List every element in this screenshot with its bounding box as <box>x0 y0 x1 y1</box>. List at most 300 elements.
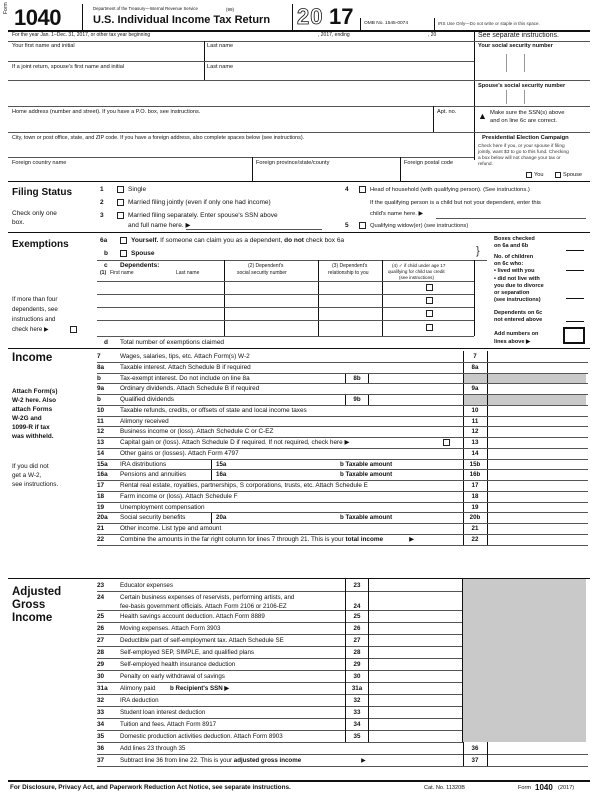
agi-mid-line-num: 34 <box>353 720 361 728</box>
tax-year-20: , 20 <box>428 32 437 38</box>
agi-line-37-bold: adjusted gross income <box>233 756 302 764</box>
income-row-rule <box>97 459 588 460</box>
filing-qualifying-widow: Qualifying widow(er) (see instructions) <box>370 223 469 229</box>
income-amount-field[interactable] <box>487 470 584 480</box>
income-sub-box[interactable] <box>211 460 309 470</box>
line-6c-num: c <box>104 262 108 269</box>
income-line-num: 12 <box>97 428 105 436</box>
filing-num-3: 3 <box>100 212 104 219</box>
income-line-text <box>120 536 414 543</box>
exempt-right-2: No. of children <box>494 254 534 260</box>
qualifying-widow-checkbox[interactable] <box>359 222 366 229</box>
exempt-right-5b: not entered above <box>494 317 543 323</box>
filing-head-household-2: If the qualifying person is a child but not your dependent, enter this <box>370 200 541 206</box>
married-jointly-checkbox[interactable] <box>117 199 124 206</box>
dep-1-ctc-checkbox[interactable] <box>426 284 433 291</box>
income-amount-field[interactable] <box>487 363 584 373</box>
agi-amount-field[interactable] <box>369 670 463 682</box>
agi-amount-field[interactable] <box>369 610 463 622</box>
income-right-line-num: 11 <box>471 417 479 425</box>
filing-married-separately-2: and full name here. ▶ <box>128 222 191 229</box>
agi-amount-field[interactable] <box>369 718 463 730</box>
make-sure-1: Make sure the SSN(s) above <box>490 110 565 116</box>
income-line-num: 17 <box>97 482 105 489</box>
exempt-right-5: Dependents on 6c <box>494 310 543 316</box>
exemptions-side-1: If more than four <box>12 296 58 303</box>
agi-amount-field[interactable] <box>369 706 463 718</box>
filing-married-jointly: Married filing jointly (even if only one had income) <box>128 199 271 206</box>
spouse-checkbox[interactable] <box>120 250 127 257</box>
income-line-22-bold: total income <box>345 535 384 543</box>
income-amount-field[interactable] <box>487 513 584 523</box>
income-line-text: Rental real estate, royalties, partnerships, S corporations, trusts, etc. Attach Schedule E <box>120 482 368 489</box>
footer-form: Form <box>518 785 532 791</box>
agi-shaded-cell <box>463 694 586 706</box>
income-row-rule <box>97 491 588 492</box>
dep-col1-num: (1) <box>100 270 107 276</box>
agi-total-amount-field[interactable] <box>487 755 584 766</box>
agi-line-text: Add lines 23 through 35 <box>120 744 186 752</box>
income-row-rule <box>97 523 588 524</box>
income-right-line-num: 8a <box>471 363 479 371</box>
income-right-line-num: 9a <box>471 385 479 393</box>
dep-3-ctc-checkbox[interactable] <box>426 310 433 317</box>
income-amount-field[interactable] <box>487 449 584 459</box>
more-dependents-checkbox[interactable] <box>70 326 77 333</box>
income-line-text: Taxable refunds, credits, or offsets of state and local income taxes <box>120 406 307 414</box>
pec-text-2: jointly, want $3 to go to this fund. Checking <box>478 150 569 155</box>
ssn-field[interactable] <box>478 50 588 78</box>
agi-amount-field[interactable] <box>369 694 463 706</box>
agi-line-num: 37 <box>97 756 105 764</box>
agi-mid-num-cell <box>345 682 369 694</box>
foreign-province-label: Foreign province/state/county <box>256 160 330 166</box>
agi-line-text: Educator expenses <box>120 581 173 589</box>
head-household-checkbox[interactable] <box>359 186 366 193</box>
filing-head-household-3: child's name here. ▶ <box>370 211 423 217</box>
income-line-text: Farm income or (loss). Attach Schedule F <box>120 492 238 500</box>
agi-line-num: 36 <box>97 744 105 752</box>
agi-amount-field[interactable] <box>369 634 463 646</box>
income-title: Income <box>12 352 53 364</box>
irs-code: (99) <box>226 7 235 12</box>
agi-mid-num-cell <box>345 610 369 622</box>
line-6a-text: Yourself. If someone can claim you as a dependent, do not check box 6a <box>131 237 345 244</box>
income-line-num: 18 <box>97 492 105 500</box>
exempt-right-6b: lines above ▶ <box>494 339 531 345</box>
pec-spouse-checkbox[interactable] <box>555 172 561 178</box>
agi-mid-num-cell <box>345 706 369 718</box>
tax-year-ending: , 2017, ending <box>318 32 350 38</box>
dep-col4-header: (4) ✓ if child under age 17 <box>392 263 446 268</box>
dep-2-ctc-checkbox[interactable] <box>426 297 433 304</box>
agi-amount-field[interactable] <box>369 682 463 694</box>
income-sub-box-label: 20a <box>216 514 227 522</box>
foreign-postal-label: Foreign postal code <box>404 160 454 166</box>
income-mid-amount[interactable] <box>369 374 463 384</box>
agi-title-2: Gross <box>12 599 46 611</box>
income-side-7: If you did not <box>12 463 49 470</box>
income-line-22-arrow: ▶ <box>409 535 415 543</box>
agi-line-37-arrow: ▶ <box>361 756 366 764</box>
exempt-right-4c: or separation <box>494 290 530 296</box>
exempt-box-not-lived[interactable] <box>566 290 584 299</box>
agi-mid-line-num: 28 <box>353 648 361 656</box>
agi-line-num: 28 <box>97 648 105 656</box>
income-line-num: 7 <box>97 353 101 360</box>
exempt-box-lived[interactable] <box>566 262 584 271</box>
income-right-line-num: 15b <box>469 460 481 468</box>
income-line-num: 10 <box>97 406 105 414</box>
income-right-line-num: 13 <box>471 439 479 446</box>
pec-title: Presidential Election Campaign <box>482 135 569 141</box>
income-line-num: 11 <box>97 417 104 425</box>
spouse-first-label: If a joint return, spouse's first name and initial <box>12 64 125 70</box>
make-sure-2: and on line 6c are correct. <box>490 118 558 124</box>
agi-line-num: 32 <box>97 696 105 704</box>
income-amount-field[interactable] <box>487 503 584 513</box>
income-amount-field[interactable] <box>487 406 584 416</box>
agi-line-num: 25 <box>97 612 105 620</box>
agi-mid-num-cell <box>345 694 369 706</box>
last-name-label: Last name <box>207 43 234 49</box>
agi-line-text: Alimony paid <box>120 684 156 692</box>
dep-4-ctc-checkbox[interactable] <box>426 324 433 331</box>
exemptions-brace: } <box>476 245 480 257</box>
income-side-1: Attach Form(s) <box>12 388 58 395</box>
income-line-num: 15a <box>97 460 108 468</box>
income-line-num: 9a <box>97 385 105 393</box>
agi-shaded-cell <box>463 730 586 742</box>
agi-line-text: Tuition and fees. Attach Form 8917 <box>120 720 217 728</box>
income-line-text: Other gains or (losses). Attach Form 4797 <box>120 449 239 457</box>
income-row-rule <box>97 426 588 427</box>
income-right-line-num: 21 <box>471 525 479 532</box>
exempt-right-3: • lived with you <box>494 268 535 274</box>
income-line-text: Business income or (loss). Attach Schedule C or C-EZ <box>120 428 274 436</box>
income-right-line-num: 14 <box>471 449 479 457</box>
agi-line-37-text: Subtract line 36 from line 22. This is your <box>120 756 233 764</box>
income-line-text: Ordinary dividends. Attach Schedule B if required <box>120 385 260 393</box>
agi-mid-num-cell <box>345 670 369 682</box>
filing-single: Single <box>128 186 147 193</box>
income-side-6: was withheld. <box>12 433 54 440</box>
income-row-rule <box>97 383 588 384</box>
spouse-ssn-label: Spouse's social security number <box>478 83 566 89</box>
income-row-rule <box>97 502 588 503</box>
income-taxable-amount-label: b Taxable amount <box>340 460 393 468</box>
income-line-text: IRA distributions <box>120 460 167 468</box>
income-line-num: 22 <box>97 535 105 543</box>
warning-triangle-icon: ▲ <box>478 111 487 121</box>
agi-line-num: 31a <box>97 684 108 692</box>
married-separately-checkbox[interactable] <box>117 212 124 219</box>
line-6b-text: Spouse <box>131 250 155 257</box>
agi-mid-line-num: 33 <box>353 708 361 716</box>
exemptions-side-2: dependents, see <box>12 306 58 313</box>
exempt-right-1b: on 6a and 6b <box>494 243 529 249</box>
footer-notice: For Disclosure, Privacy Act, and Paperwork Reduction Act Notice, see separate instructions. <box>10 784 291 791</box>
income-amount-field[interactable] <box>487 427 584 437</box>
exempt-box-dependents[interactable] <box>566 313 584 322</box>
income-line-num: 14 <box>97 449 105 457</box>
income-line-num: b <box>97 374 101 382</box>
agi-line-num: 29 <box>97 660 105 668</box>
income-mid-amount[interactable] <box>369 395 463 405</box>
income-shaded-cell <box>463 395 586 406</box>
filing-num-1: 1 <box>100 186 104 193</box>
exemptions-title: Exemptions <box>12 239 69 250</box>
income-line-text: Qualified dividends <box>120 396 174 403</box>
income-amount-field[interactable] <box>487 481 584 491</box>
first-name-label: Your first name and initial <box>12 43 75 49</box>
pec-text-3: a box below will not change your tax or <box>478 156 561 161</box>
income-row-rule <box>97 437 588 438</box>
exempt-right-6: Add numbers on <box>494 331 539 337</box>
income-row-rule <box>97 394 588 395</box>
omb-number: OMB No. 1545-0074 <box>364 21 408 26</box>
filing-status-title: Filing Status <box>12 187 72 198</box>
income-amount-field[interactable] <box>487 438 584 448</box>
agi-shaded-cell <box>463 579 586 591</box>
year-bold: 17 <box>329 4 354 29</box>
single-checkbox[interactable] <box>117 186 124 193</box>
income-line-num: 19 <box>97 503 105 511</box>
income-line-num: 20a <box>97 514 108 522</box>
dep-col3-header: (3) Dependent's <box>332 263 368 269</box>
income-right-line-num: 22 <box>471 535 479 543</box>
dep-col1-header: First name <box>110 270 134 276</box>
income-row-rule <box>97 373 588 374</box>
income-line-num: 21 <box>97 525 105 532</box>
exempt-right-4b: you due to divorce <box>494 283 544 289</box>
income-line-num: 16a <box>97 471 108 479</box>
income-right-line-num: 7 <box>473 353 477 360</box>
form-word: Form <box>3 2 9 14</box>
agi-mid-line-num: 29 <box>353 660 361 668</box>
pec-you-checkbox[interactable] <box>526 172 532 178</box>
pec-text-1: Check here if you, or your spouse if filing <box>478 144 565 149</box>
agi-line-num: 23 <box>97 581 105 589</box>
filing-married-separately: Married filing separately. Enter spouse's SSN above <box>128 212 278 219</box>
agi-line-text: Self-employed health insurance deduction <box>120 660 236 668</box>
income-taxable-amount-label: b Taxable amount <box>340 514 393 522</box>
agi-mid-line-num: 35 <box>353 732 361 740</box>
agi-mid-line-num: 31a <box>351 684 363 692</box>
income-mid-label: 9b <box>353 396 361 403</box>
agi-line-text: Domestic production activities deduction. Attach Form 8903 <box>120 732 283 740</box>
agi-mid-num-cell <box>345 658 369 670</box>
agi-amount-field[interactable] <box>369 591 463 610</box>
income-right-line-num: 17 <box>471 482 479 489</box>
income-line-text: Capital gain or (loss). Attach Schedule D if required. If not required, check here ▶ <box>120 439 350 446</box>
income-line-text: Alimony received <box>120 417 169 425</box>
agi-line-num: 27 <box>97 636 105 644</box>
footer-year: (2017) <box>558 785 575 791</box>
agi-row-rule <box>97 742 463 743</box>
income-row-rule <box>97 362 588 363</box>
agi-shaded-cell <box>463 718 586 730</box>
income-right-line-num: 12 <box>471 428 479 436</box>
dependents-label: Dependents: <box>120 262 160 269</box>
income-row-rule <box>97 416 588 417</box>
income-line-num: 8a <box>97 363 105 371</box>
agi-mid-line-num: 30 <box>353 672 361 680</box>
agi-mid-num-cell <box>345 718 369 730</box>
agi-line-num: 33 <box>97 708 105 716</box>
agi-mid-line-num: 23 <box>353 581 361 589</box>
dep-col4-header-2: qualifying for child tax credit <box>388 269 445 274</box>
filing-side-2: box. <box>12 219 25 226</box>
agi-row-rule <box>97 766 588 767</box>
irs-use-only: IRS Use Only—Do not write or staple in this space. <box>438 21 540 26</box>
income-line-text: Wages, salaries, tips, etc. Attach Form(s) W-2 <box>120 353 250 360</box>
year-outline: 20 <box>297 4 324 29</box>
agi-line-text-2: fee-basis government officials. Attach Form 2106 or 2106-EZ <box>120 602 287 610</box>
agi-line-text: Health savings account deduction. Attach Form 8889 <box>120 612 265 620</box>
dep-col3-header-2: relationship to you <box>328 270 369 276</box>
agi-right-col-left <box>463 742 464 754</box>
agi-right-col-left <box>463 754 464 766</box>
exemptions-side-4: check here ▶ <box>12 326 49 333</box>
income-amount-field[interactable] <box>487 352 584 362</box>
dep-col2-header-2: social security number <box>237 270 287 276</box>
income-row-rule <box>97 534 588 535</box>
income-amount-field[interactable] <box>487 492 584 502</box>
income-side-4: W-2G and <box>12 415 42 422</box>
income-line-text: Other income. List type and amount <box>120 525 222 532</box>
income-right-line-num: 16b <box>469 471 481 479</box>
income-right-line-num: 18 <box>471 492 479 500</box>
income-line-text: Pensions and annuities <box>120 471 187 479</box>
line-6d-num: d <box>104 339 108 346</box>
income-row-rule <box>97 448 588 449</box>
pec-spouse-label: Spouse <box>563 172 582 178</box>
income-sub-box[interactable] <box>211 470 309 480</box>
agi-mid-line-num: 32 <box>353 696 361 704</box>
footer-cat: Cat. No. 11320B <box>424 785 465 791</box>
income-amount-field[interactable] <box>487 460 584 470</box>
dep-col1b-header: Last name <box>176 270 200 276</box>
income-amount-field[interactable] <box>487 524 584 534</box>
income-sub-box[interactable] <box>211 513 309 523</box>
agi-mid-line-num: 27 <box>353 636 361 644</box>
agi-line-text: Self-employed SEP, SIMPLE, and qualified plans <box>120 648 255 656</box>
income-right-line-num: 10 <box>471 406 479 414</box>
income-side-3: attach Forms <box>12 406 53 413</box>
agi-line-text <box>120 757 366 764</box>
income-row-rule <box>97 405 588 406</box>
filing-side-1: Check only one <box>12 210 57 217</box>
apt-label: Apt. no. <box>437 109 457 115</box>
pec-you-label: You <box>534 172 544 178</box>
agi-title-1: Adjusted <box>12 586 62 598</box>
city-label: City, town or post office, state, and ZIP code. If you have a foreign address, also complete spaces below (see instructions). <box>12 135 305 141</box>
income-sub-box-label: 16a <box>216 471 227 479</box>
exempt-right-4: • did not live with <box>494 276 540 282</box>
income-row-rule <box>97 480 588 481</box>
income-sub-box-label: 15a <box>216 460 227 468</box>
agi-shaded-cell <box>463 658 586 670</box>
capital-gain-checkbox[interactable] <box>443 439 450 446</box>
income-amount-field[interactable] <box>487 384 584 394</box>
income-taxable-amount-label: b Taxable amount <box>340 471 393 479</box>
dep-col4-header-3: (see instructions) <box>399 275 434 280</box>
agi-shaded-cell <box>463 682 586 694</box>
income-amount-field[interactable] <box>487 417 584 427</box>
income-side-8: get a W-2, <box>12 472 42 479</box>
income-amount-field[interactable] <box>487 535 584 545</box>
income-row-rule <box>97 469 588 470</box>
spouse-ssn-field[interactable] <box>478 90 588 106</box>
filing-head-household: Head of household (with qualifying person). (See instructions.) <box>370 187 530 193</box>
agi-total-amount-field[interactable] <box>487 743 584 754</box>
agi-amount-field[interactable] <box>369 658 463 670</box>
agi-shaded-cell <box>463 622 586 634</box>
agi-amount-field[interactable] <box>369 622 463 634</box>
income-row-rule <box>97 545 588 546</box>
income-shaded-cell <box>463 373 586 384</box>
agi-line-text: IRA deduction <box>120 696 159 704</box>
agi-shaded-cell <box>463 706 586 718</box>
agi-shaded-cell <box>463 591 586 610</box>
exempt-total-box[interactable] <box>563 327 585 344</box>
agi-line-text: Moving expenses. Attach Form 3903 <box>120 624 221 632</box>
tax-year-line: For the year Jan. 1–Dec. 31, 2017, or other tax year beginning <box>12 32 151 38</box>
income-line-text: Taxable interest. Attach Schedule B if required <box>120 363 251 371</box>
line-6d-text: Total number of exemptions claimed <box>120 339 225 346</box>
agi-mid-line-num: 24 <box>353 602 361 610</box>
spouse-last-label: Last name <box>207 64 234 70</box>
yourself-checkbox[interactable] <box>120 237 127 244</box>
income-side-2: W-2 here. Also <box>12 397 57 404</box>
filing-num-4: 4 <box>345 186 349 193</box>
agi-line-text: Certain business expenses of reservists, performing artists, and <box>120 593 295 601</box>
ssn-label: Your social security number <box>478 43 553 49</box>
agi-line-text: Penalty on early withdrawal of savings <box>120 672 225 680</box>
income-line-text: Social security benefits <box>120 514 186 522</box>
income-right-line-num: 20b <box>469 514 481 522</box>
dep-col2-header: (2) Dependent's <box>248 263 284 269</box>
agi-shaded-cell <box>463 670 586 682</box>
footer-form-number: 1040 <box>535 783 553 792</box>
income-side-5: 1099-R if tax <box>12 424 50 431</box>
income-line-text: Unemployment compensation <box>120 503 205 511</box>
agi-line-text: Student loan interest deduction <box>120 708 206 716</box>
income-line-22-text: Combine the amounts in the far right column for lines 7 through 21. This is your <box>120 535 344 543</box>
home-address-label: Home address (number and street). If you have a P.O. box, see instructions. <box>12 109 201 115</box>
exempt-box-6ab[interactable] <box>566 242 584 251</box>
agi-mid-line-num: 25 <box>353 612 361 620</box>
agi-shaded-cell <box>463 646 586 658</box>
form-number: 1040 <box>14 5 61 30</box>
agi-amount-field[interactable] <box>369 646 463 658</box>
income-mid-label: 8b <box>353 374 361 382</box>
agi-mid-num-cell <box>345 591 369 610</box>
agi-line-num: 24 <box>97 593 105 601</box>
agi-amount-field[interactable] <box>369 730 463 742</box>
income-right-line-num: 19 <box>471 503 479 511</box>
line-6b-num: b <box>104 250 108 257</box>
agi-line-num: 30 <box>97 672 105 680</box>
see-instructions[interactable]: See separate instructions. <box>478 32 559 39</box>
agi-recipient-ssn-field[interactable] <box>252 684 338 692</box>
filing-num-2: 2 <box>100 199 104 206</box>
agi-amount-field[interactable] <box>369 579 463 591</box>
agi-mid-num-cell <box>345 579 369 591</box>
line-6a-num: 6a <box>100 237 108 244</box>
agi-line-num: 34 <box>97 720 105 728</box>
